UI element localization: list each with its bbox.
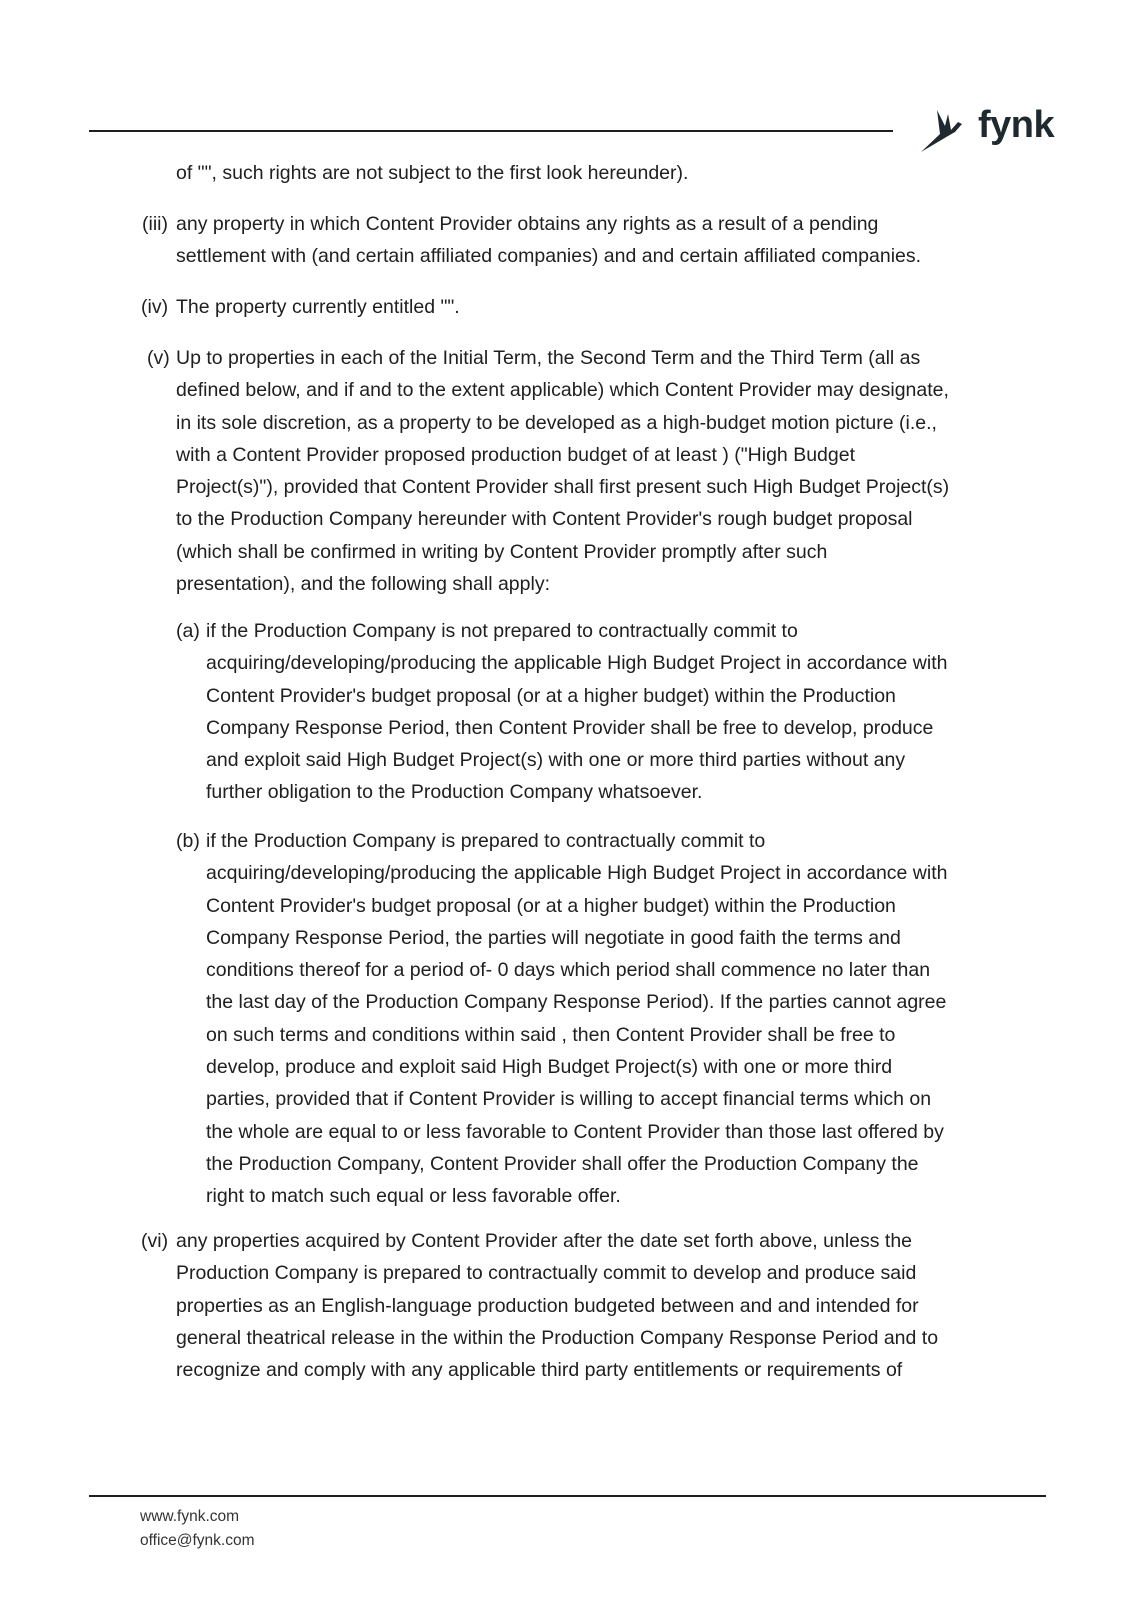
item-iv-text: The property currently entitled "". [176,296,460,318]
fynk-bird-logo-icon [918,104,972,156]
footer-website[interactable]: www.fynk.com [140,1508,240,1525]
item-b-label: (b) [176,830,200,852]
item-vi-text: any properties acquired by Content Provider after the date set forth above, unless the Production Company is prepared to contractually commit to develop and produce said properties as an English-language production budgeted between and and intended for general theatrical release in the within the Production Company Response Period and to recognize and comply with any applicable third party entitlements or requirements of [176,1230,939,1382]
item-a-text: if the Production Company is not prepared to contractually commit to acquiring/developing/producing the applicable High Budget Project in accordance with Content Provider's budget proposal (or at a higher budget) within the Production Company Response Period, then Content Provider shall be free to develop, produce and exploit said High Budget Project(s) with one or more third parties without any further obligation to the Production Company whatsoever. [206,620,948,804]
item-iii-label: (iii) [142,213,168,235]
brand-wordmark: fynk [978,103,1055,146]
brand-logo [918,104,1054,156]
item-iv-label: (iv) [141,296,169,318]
intro-continuation: of "", such rights are not subject to the first look hereunder). [176,162,689,184]
item-v-label: (v) [147,347,170,369]
item-v-text: Up to properties in each of the Initial Term, the Second Term and the Third Term (all as defined below, and if and to the extent applicable) which Content Provider may designate, in its sole discretion, as a property to be developed as a high-budget motion picture (i.e., with a Content Provider proposed production budget of at least ) ("High Budget Project(s)"), provided that Content Provider shall first present such High Budget Project(s) to the Production Company hereunder with Content Provider's rough budget proposal (which shall be confirmed in writing by Content Provider promptly after such presentation), and the following shall apply: [176,347,950,596]
footer [140,1505,255,1553]
header-divider [89,130,893,132]
item-b-text: if the Production Company is prepared to contractually commit to acquiring/developing/producing the applicable High Budget Project in accordance with Content Provider's budget proposal (or at a higher budget) within the Production Company Response Period, the parties will negotiate in good faith the terms and conditions thereof for a period of- 0 days which period shall commence no later than the last day of the Production Company Response Period). If the parties cannot agree on such terms and conditions within said , then Content Provider shall be free to develop, produce and exploit said High Budget Project(s) with one or more third parties, provided that if Content Provider is willing to accept financial terms which on the whole are equal to or less favorable to Content Provider than those last offered by the Production Company, Content Provider shall offer the Production Company the right to match such equal or less favorable offer. [206,830,948,1208]
footer-email[interactable]: office@fynk.com [140,1532,255,1549]
item-vi-label: (vi) [141,1230,169,1252]
footer-divider [89,1495,1046,1497]
item-iii-text: any property in which Content Provider obtains any rights as a result of a pending settlement with (and certain affiliated companies) and and certain affiliated companies. [176,213,922,268]
item-a-label: (a) [176,620,200,642]
